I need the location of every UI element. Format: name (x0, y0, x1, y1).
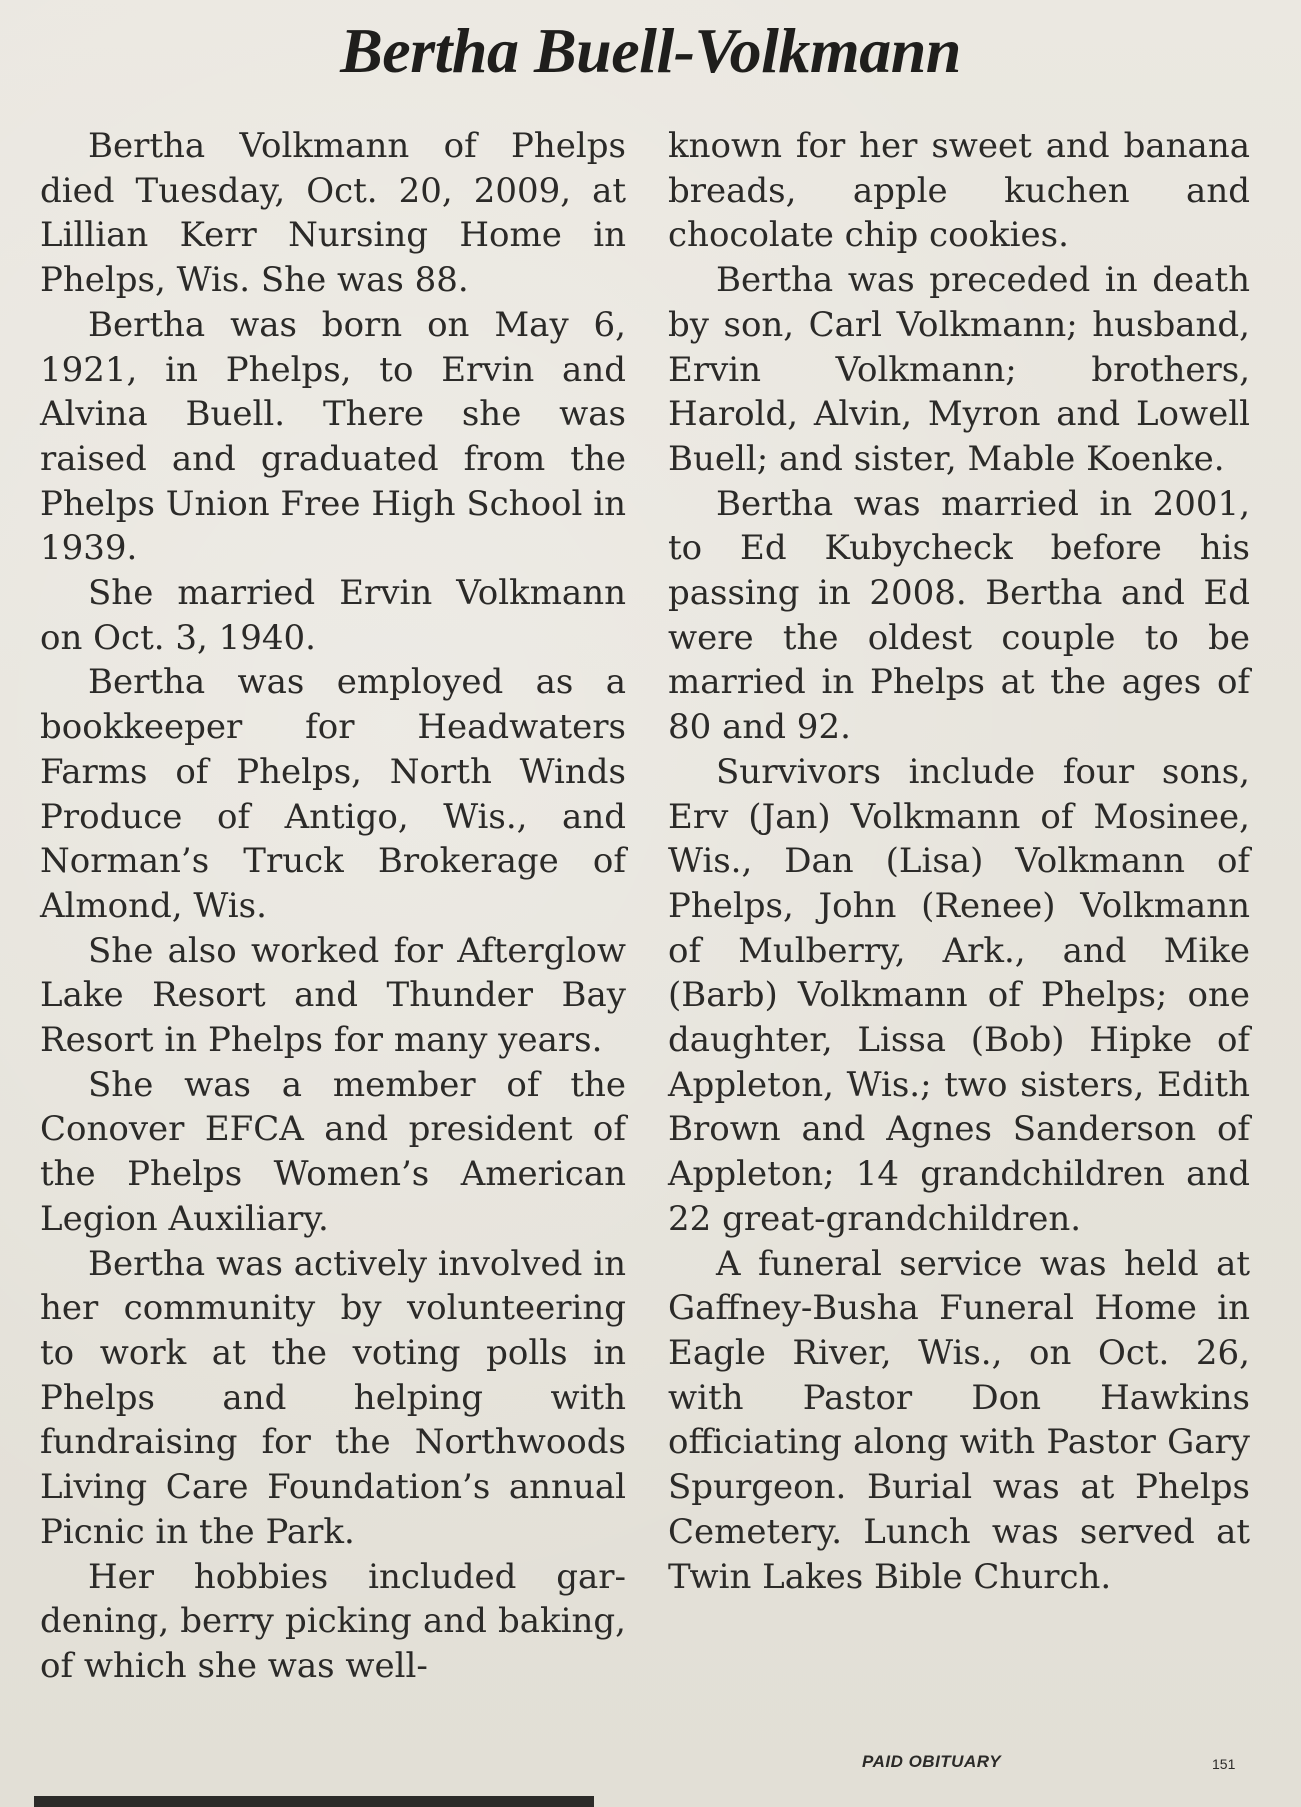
paragraph-funeral: A funeral service was held at Gaffney-Busha Funeral Home in Eagle River, Wis., on Oct. 26, with Pastor Don Hawkins officiating along with Pastor Gary Spurgeon. Burial was at Phelps Cemetery. Lunch was served at Twin Lakes Bible Church. (668, 1243, 1250, 1597)
paragraph-second-marriage: Bertha was married in 2001, to Ed Kubycheck before his passing in 2008. Bertha and Ed were the oldest couple to be married in Phelps at the ages of 80 and 92. (668, 483, 1250, 748)
paragraph-hobbies-continued: known for her sweet and banana breads, apple kuchen and chocolate chip cookies. (668, 126, 1250, 256)
page-number: 151 (1212, 1756, 1236, 1772)
paragraph-community: Bertha was actively involved in her community by volunteering to work at the voting polls in Phelps and helping with fundraising for the Northwoods Living Care Foundation’s annual Picnic in the Park. (40, 1243, 626, 1552)
right-column (668, 124, 1250, 1599)
paragraph-birth: Bertha was born on May 6, 1921, in Phelps, to Ervin and Alvina Buell. There she was raised and graduated from the Phelps Union Free High School in 1939. (40, 304, 626, 569)
paragraph-employment: Bertha was employed as a bookkeeper for Headwaters Farms of Phelps, North Winds Produce of Antigo, Wis., and Norman’s Truck Brokerage of Almond, Wis. (40, 662, 626, 926)
paragraph-hobbies: Her hobbies included gardening, berry picking and baking, of which she was well- (40, 1556, 626, 1686)
bottom-border-strip (34, 1796, 594, 1807)
left-column (40, 124, 626, 1689)
paragraph-death-notice: Bertha Volkmann of Phelps died Tuesday, Oct. 20, 2009, at Lillian Kerr Nursing Home in Phelps, Wis. She was 88. (40, 126, 626, 301)
paid-obituary-label: PAID OBITUARY (862, 1752, 1002, 1771)
paragraph-marriage: She married Ervin Volkmann on Oct. 3, 1940. (40, 573, 626, 658)
paragraph-membership: She was a member of the Conover EFCA and president of the Phelps Women’s American Legion Auxiliary. (40, 1064, 626, 1239)
paragraph-resort-work: She also worked for Afterglow Lake Resort and Thunder Bay Resort in Phelps for many years. (40, 930, 626, 1061)
paragraph-survivors: Survivors include four sons, Erv (Jan) Volkmann of Mosinee, Wis., Dan (Lisa) Volkmann of Phelps, John (Renee) Volkmann of Mulberry, Ark., and Mike (Barb) Volkmann of Phelps; one daughter, Lissa (Bob) Hipke of Appleton, Wis.; two sisters, Edith Brown and Agnes Sanderson of Appleton; 14 grandchildren and 22 great-grandchildren. (668, 751, 1250, 1239)
obituary-title: Bertha Buell-Volkmann (340, 15, 961, 86)
paragraph-preceded: Bertha was preceded in death by son, Carl Volkmann; husband, Ervin Volkmann; brothers, Harold, Alvin, Myron and Lowell Buell; and sister, Mable Koenke. (668, 260, 1250, 479)
